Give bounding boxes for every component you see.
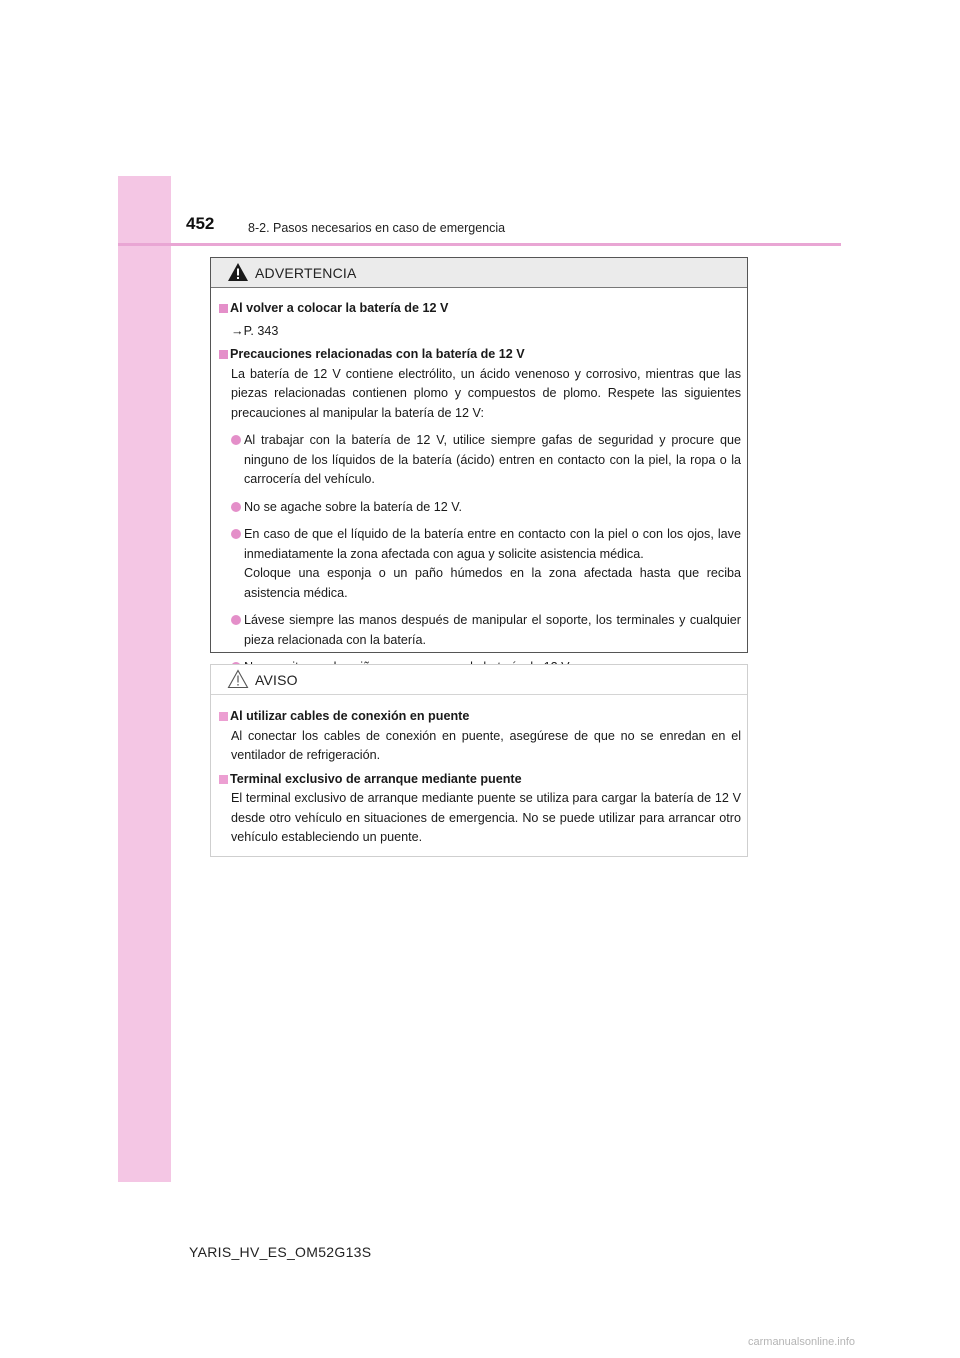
- manual-code: YARIS_HV_ES_OM52G13S: [189, 1244, 372, 1260]
- round-bullet-icon: [231, 529, 241, 539]
- list-item: [218, 431, 741, 490]
- list-item: [218, 525, 741, 564]
- warning-triangle-filled-icon: [227, 262, 249, 282]
- warning-box-header: [211, 258, 747, 288]
- warning-triangle-outline-icon: [227, 669, 249, 689]
- warning-intro-paragraph: La batería de 12 V contiene electrólito, un ácido venenoso y corrosivo, mientras que las piezas relacionadas contienen plomo y compuestos de plomo. Respete las siguientes precauciones al manipular la batería de 12 V:: [231, 366, 741, 420]
- notice-item-title-text: Al utilizar cables de conexión en puente: [230, 709, 470, 723]
- warning-box-title: ADVERTENCIA: [255, 265, 357, 281]
- watermark: carmanualsonline.info: [748, 1336, 856, 1348]
- list-item-text: Coloque una esponja o un paño húmedos en la zona afectada hasta que reciba asistencia médica.: [244, 566, 741, 600]
- notice-paragraph: Al conectar los cables de conexión en puente, asegúrese de que no se enredan en el ventilador de refrigeración.: [231, 728, 741, 762]
- notice-item-title-text: Terminal exclusivo de arranque mediante puente: [230, 771, 522, 786]
- list-item-text: Lávese siempre las manos después de manipular el soporte, los terminales y cualquier pieza relacionada con la batería.: [244, 613, 741, 647]
- list-item-continuation: [218, 564, 741, 603]
- list-item-text: No se agache sobre la batería de 12 V.: [244, 499, 462, 514]
- notice-box-title: AVISO: [255, 672, 298, 688]
- notice-box: [210, 664, 748, 857]
- square-bullet-icon: [219, 712, 228, 721]
- round-bullet-icon: [231, 615, 241, 625]
- round-bullet-icon: [231, 502, 241, 512]
- notice-paragraph: El terminal exclusivo de arranque mediante puente se utiliza para cargar la batería de 12 V desde otro vehículo en situaciones de emergencia. No se puede utilizar para arrancar otro vehículo estableciendo un puente.: [231, 791, 741, 844]
- list-item-text: En caso de que el líquido de la batería entre en contacto con la piel o con los ojos, lave inmediatamente la zona afectada con agua y solicite asistencia médica.: [244, 527, 741, 561]
- warning-item-title: [218, 345, 741, 365]
- square-bullet-icon: [219, 304, 228, 313]
- page-reference: →P. 343: [231, 323, 279, 338]
- notice-box-header: [211, 665, 747, 695]
- header-divider: [118, 243, 841, 246]
- notice-box-body: [211, 695, 747, 848]
- square-bullet-icon: [219, 775, 228, 784]
- list-item: [218, 498, 741, 518]
- warning-box: [210, 257, 748, 653]
- list-item-text: Al trabajar con la batería de 12 V, utilice siempre gafas de seguridad y procure que ninguno de los líquidos de la batería (ácido) entren en contacto con la piel, la ropa o la carrocería del vehículo.: [244, 433, 741, 486]
- warning-item-title-text: Precauciones relacionadas con la batería de 12 V: [230, 347, 525, 361]
- round-bullet-icon: [231, 435, 241, 445]
- notice-item-title: [218, 770, 741, 790]
- warning-item-title: [218, 299, 741, 319]
- page-number: 452: [186, 214, 215, 233]
- square-bullet-icon: [219, 350, 228, 359]
- side-color-band: [118, 176, 171, 1182]
- notice-item-title: [218, 707, 741, 727]
- list-item: [218, 611, 741, 650]
- section-title: 8-2. Pasos necesarios en caso de emergencia: [248, 221, 506, 235]
- warning-box-body: [211, 288, 747, 678]
- warning-item-title-text: Al volver a colocar la batería de 12 V: [230, 301, 449, 315]
